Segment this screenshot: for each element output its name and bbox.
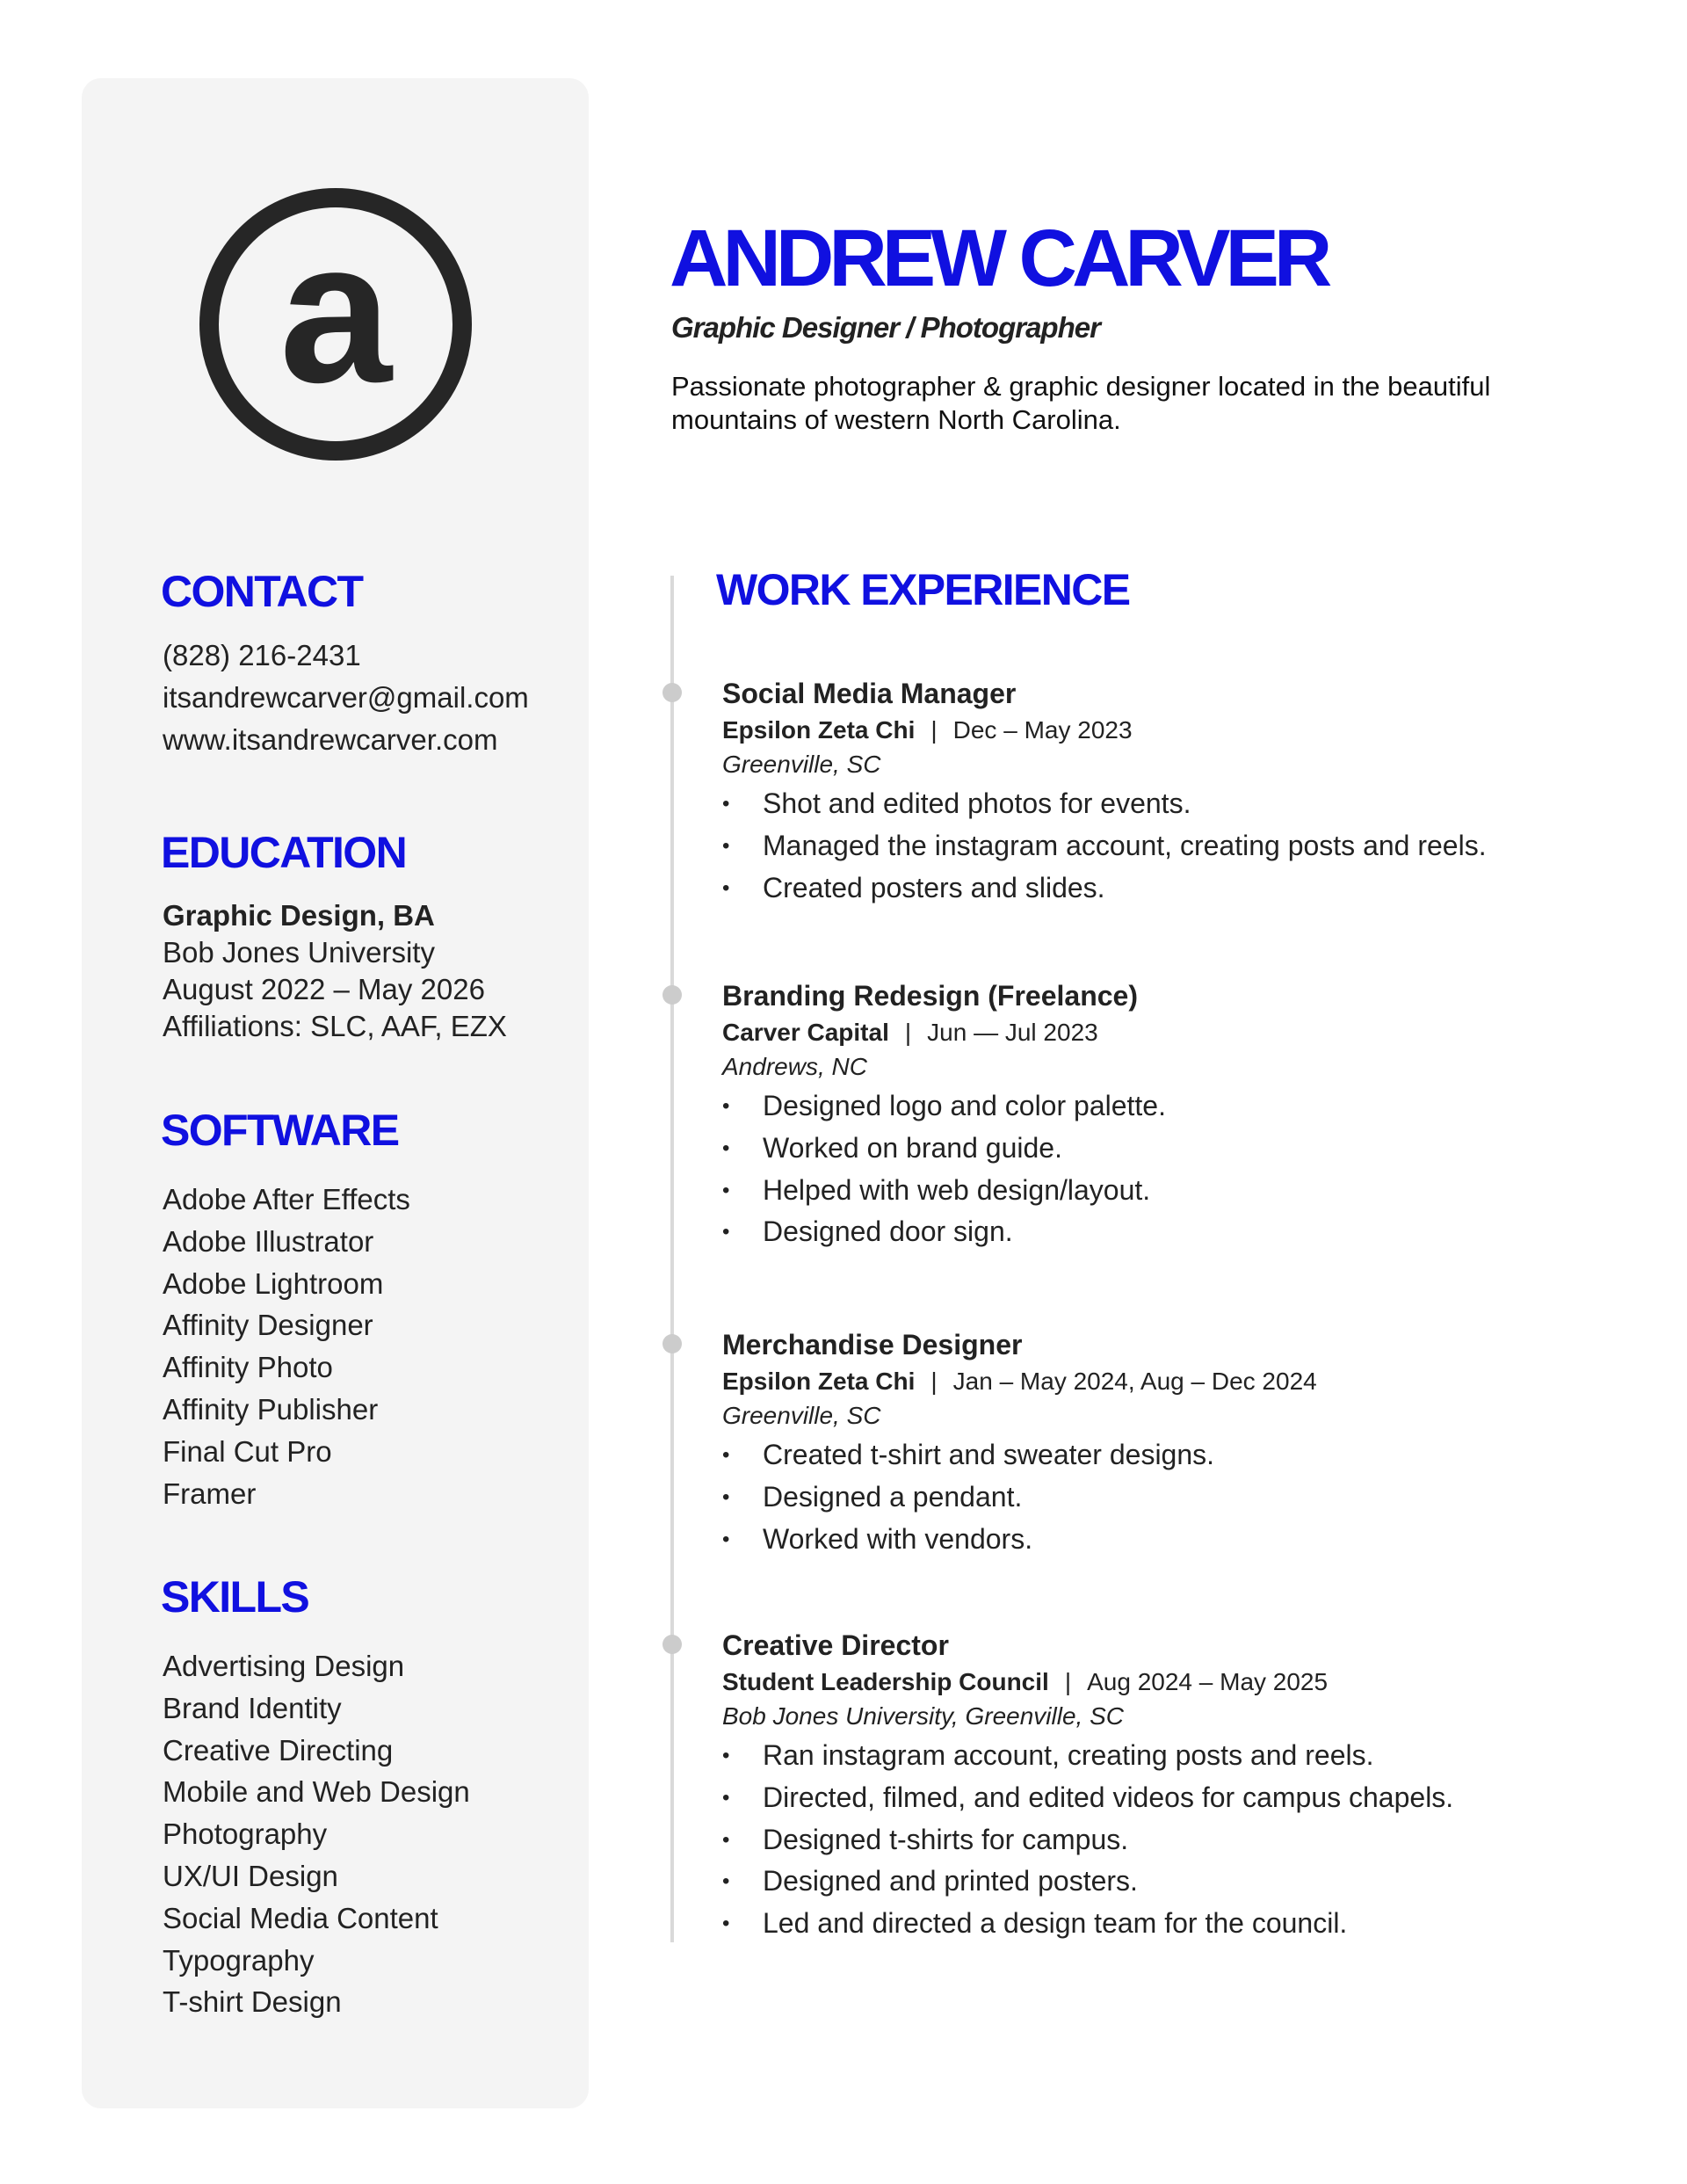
list-item: Typography: [163, 1943, 315, 1977]
list-item: • Designed t-shirts for campus.: [722, 1819, 1601, 1861]
education-school: Bob Jones University: [163, 936, 435, 969]
education-heading: EDUCATION: [161, 828, 407, 877]
skills-heading: SKILLS: [161, 1572, 309, 1622]
education-affiliations: Affiliations: SLC, AAF, EZX: [163, 1010, 507, 1042]
job-meta: [722, 1015, 1601, 1050]
job-bullets: [722, 1434, 1601, 1560]
list-item: • Led and directed a design team for the council.: [722, 1903, 1601, 1945]
list-item: • Worked with vendors.: [722, 1519, 1601, 1561]
at-sign-icon: [195, 184, 476, 465]
education-dates: August 2022 – May 2026: [163, 973, 485, 1005]
job-dates: Jan – May 2024, Aug – Dec 2024: [952, 1368, 1317, 1395]
job-entry: [722, 1626, 1601, 1945]
list-item: Brand Identity: [163, 1691, 342, 1724]
job-meta: [722, 1665, 1601, 1700]
summary: Passionate photographer & graphic designer located in the beautiful mountains of western North Carolina.: [671, 371, 1491, 435]
contact-website[interactable]: www.itsandrewcarver.com: [163, 723, 498, 756]
list-item: • Shot and edited photos for events.: [722, 783, 1601, 825]
job-dates: Jun — Jul 2023: [927, 1019, 1098, 1046]
timeline-dot: [662, 985, 682, 1005]
timeline-dot: [662, 1334, 682, 1353]
list-item: • Ran instagram account, creating posts and reels.: [722, 1735, 1601, 1777]
list-item: • Created posters and slides.: [722, 867, 1601, 910]
list-item: • Helped with web design/layout.: [722, 1170, 1601, 1212]
list-item: • Managed the instagram account, creating posts and reels.: [722, 825, 1601, 867]
job-title: Social Media Manager: [722, 678, 1017, 709]
separator: |: [904, 1019, 912, 1046]
list-item: Adobe Lightroom: [163, 1266, 384, 1300]
list-item: • Worked on brand guide.: [722, 1128, 1601, 1170]
work-experience-heading: WORK EXPERIENCE: [716, 565, 1130, 614]
timeline-dot: [662, 683, 682, 702]
job-org: Carver Capital: [722, 1019, 889, 1046]
job-org: Epsilon Zeta Chi: [722, 1368, 916, 1395]
job-subtitle: Graphic Designer / Photographer: [671, 311, 1100, 344]
contact-phone[interactable]: (828) 216-2431: [163, 639, 361, 671]
education-degree: Graphic Design, BA: [163, 899, 435, 932]
job-meta: [722, 713, 1601, 748]
list-item: T-shirt Design: [163, 1985, 342, 2019]
list-item: Photography: [163, 1818, 328, 1851]
job-location: Greenville, SC: [722, 751, 881, 778]
job-title: Creative Director: [722, 1629, 949, 1661]
education-block: [163, 897, 507, 1045]
list-item: Adobe Illustrator: [163, 1224, 374, 1258]
list-item: • Directed, filmed, and edited videos for campus chapels.: [722, 1777, 1601, 1819]
job-bullets: [722, 1735, 1601, 1945]
separator: |: [930, 716, 938, 744]
separator: |: [930, 1368, 938, 1395]
timeline-dot: [662, 1635, 682, 1654]
list-item: Final Cut Pro: [163, 1434, 332, 1468]
job-entry: [722, 674, 1601, 909]
list-item: Affinity Publisher: [163, 1392, 379, 1426]
list-item: UX/UI Design: [163, 1859, 338, 1892]
job-bullets: [722, 1085, 1601, 1253]
job-bullets: [722, 783, 1601, 909]
list-item: • Designed logo and color palette.: [722, 1085, 1601, 1128]
job-dates: Dec – May 2023: [952, 716, 1133, 744]
job-meta: [722, 1364, 1601, 1399]
list-item: • Created t-shirt and sweater designs.: [722, 1434, 1601, 1477]
contact-email[interactable]: itsandrewcarver@gmail.com: [163, 681, 529, 714]
job-entry: [722, 976, 1601, 1253]
page-title: ANDREW CARVER: [670, 214, 1328, 303]
job-location: Greenville, SC: [722, 1402, 881, 1429]
software-heading: SOFTWARE: [161, 1106, 399, 1155]
contact-heading: CONTACT: [161, 567, 363, 616]
job-title: Branding Redesign (Freelance): [722, 980, 1138, 1012]
contact-list: [163, 635, 529, 761]
list-item: • Designed and printed posters.: [722, 1861, 1601, 1903]
list-item: Creative Directing: [163, 1733, 394, 1767]
list-item: Mobile and Web Design: [163, 1775, 470, 1809]
logo-letter: a: [279, 199, 392, 424]
job-title: Merchandise Designer: [722, 1329, 1023, 1360]
list-item: Adobe After Effects: [163, 1183, 410, 1215]
job-location: Bob Jones University, Greenville, SC: [722, 1702, 1124, 1730]
list-item: Affinity Photo: [163, 1351, 333, 1384]
timeline-line: [670, 576, 674, 1942]
list-item: Affinity Designer: [163, 1309, 373, 1342]
list-item: • Designed door sign.: [722, 1211, 1601, 1253]
separator: |: [1064, 1668, 1072, 1695]
job-org: Student Leadership Council: [722, 1668, 1049, 1695]
list-item: Advertising Design: [163, 1650, 405, 1682]
software-list: [163, 1179, 410, 1514]
list-item: Framer: [163, 1477, 257, 1510]
job-org: Epsilon Zeta Chi: [722, 716, 916, 744]
list-item: • Designed a pendant.: [722, 1477, 1601, 1519]
job-dates: Aug 2024 – May 2025: [1087, 1668, 1329, 1695]
skills-list: [163, 1645, 470, 2023]
job-entry: [722, 1325, 1601, 1560]
list-item: Social Media Content: [163, 1901, 438, 1934]
job-location: Andrews, NC: [722, 1053, 867, 1080]
